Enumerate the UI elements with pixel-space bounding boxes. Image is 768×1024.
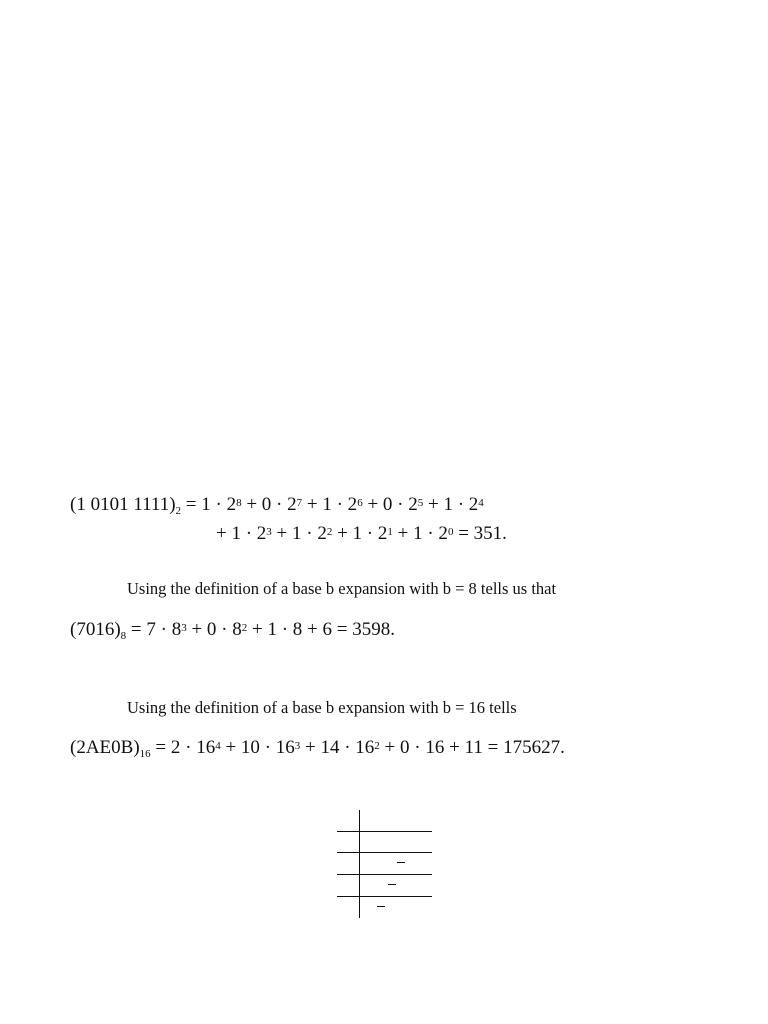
exponent: 2 [374,740,380,753]
exponent: 0 [447,526,454,539]
division-table-dash-mark [397,862,405,863]
equation-hex-lhs-base: 16 [139,747,151,760]
term: = 2 · 16 [150,737,216,758]
equation-hex-result: + 0 · 16 + 11 = 175627. [379,737,565,758]
term: + 0 · 2 [362,494,418,515]
term: + 1 · 2 [271,523,327,544]
equation-binary-line-2 [216,522,507,546]
division-table-rule [337,896,432,897]
term: = 1 · 2 [181,494,237,515]
division-table-rule [337,874,432,875]
term: + 1 · 2 [216,523,267,544]
exponent: 3 [266,526,272,539]
term: + 10 · 16 [220,737,295,758]
division-table-dash-mark [377,906,385,907]
term: + 0 · 2 [241,494,297,515]
term: + 1 · 2 [302,494,358,515]
division-table-rule [337,852,432,853]
term: + 1 · 2 [332,523,388,544]
term: + 14 · 16 [300,737,375,758]
division-table-vertical-rule [359,810,360,918]
exponent: 3 [294,740,301,753]
term: + 1 · 2 [423,494,479,515]
equation-octal-result: + 1 · 8 + 6 = 3598. [247,619,395,640]
paragraph-base-8: Using the definition of a base b expansion with b = 8 tells us that [127,579,557,598]
equation-binary-lhs: (1 0101 1111) [70,494,176,515]
paragraph-base-16: Using the definition of a base b expansion with b = 16 tells [127,698,517,717]
exponent: 2 [241,622,248,635]
division-table-rule [337,831,432,832]
term: + 0 · 8 [186,619,242,640]
exponent: 4 [478,497,484,510]
exponent: 5 [417,497,424,510]
exponent: 6 [357,497,363,510]
term: + 1 · 2 [392,523,448,544]
division-table-dash-mark [388,884,396,885]
exponent: 7 [296,497,303,510]
equation-hex-lhs: (2AE0B) [70,737,140,758]
equation-octal-lhs-base: 8 [120,629,127,642]
equation-octal [70,618,395,642]
exponent: 2 [326,526,333,539]
exponent: 3 [181,622,187,635]
exponent: 1 [387,526,393,539]
equation-binary-result: = 351. [453,523,507,544]
exponent: 4 [215,740,221,753]
equation-octal-lhs: (7016) [70,619,121,640]
equation-binary-lhs-base: 2 [175,504,182,517]
term: = 7 · 8 [126,619,182,640]
equation-binary-line-1 [70,493,484,517]
equation-hex [70,736,565,760]
exponent: 8 [236,497,242,510]
